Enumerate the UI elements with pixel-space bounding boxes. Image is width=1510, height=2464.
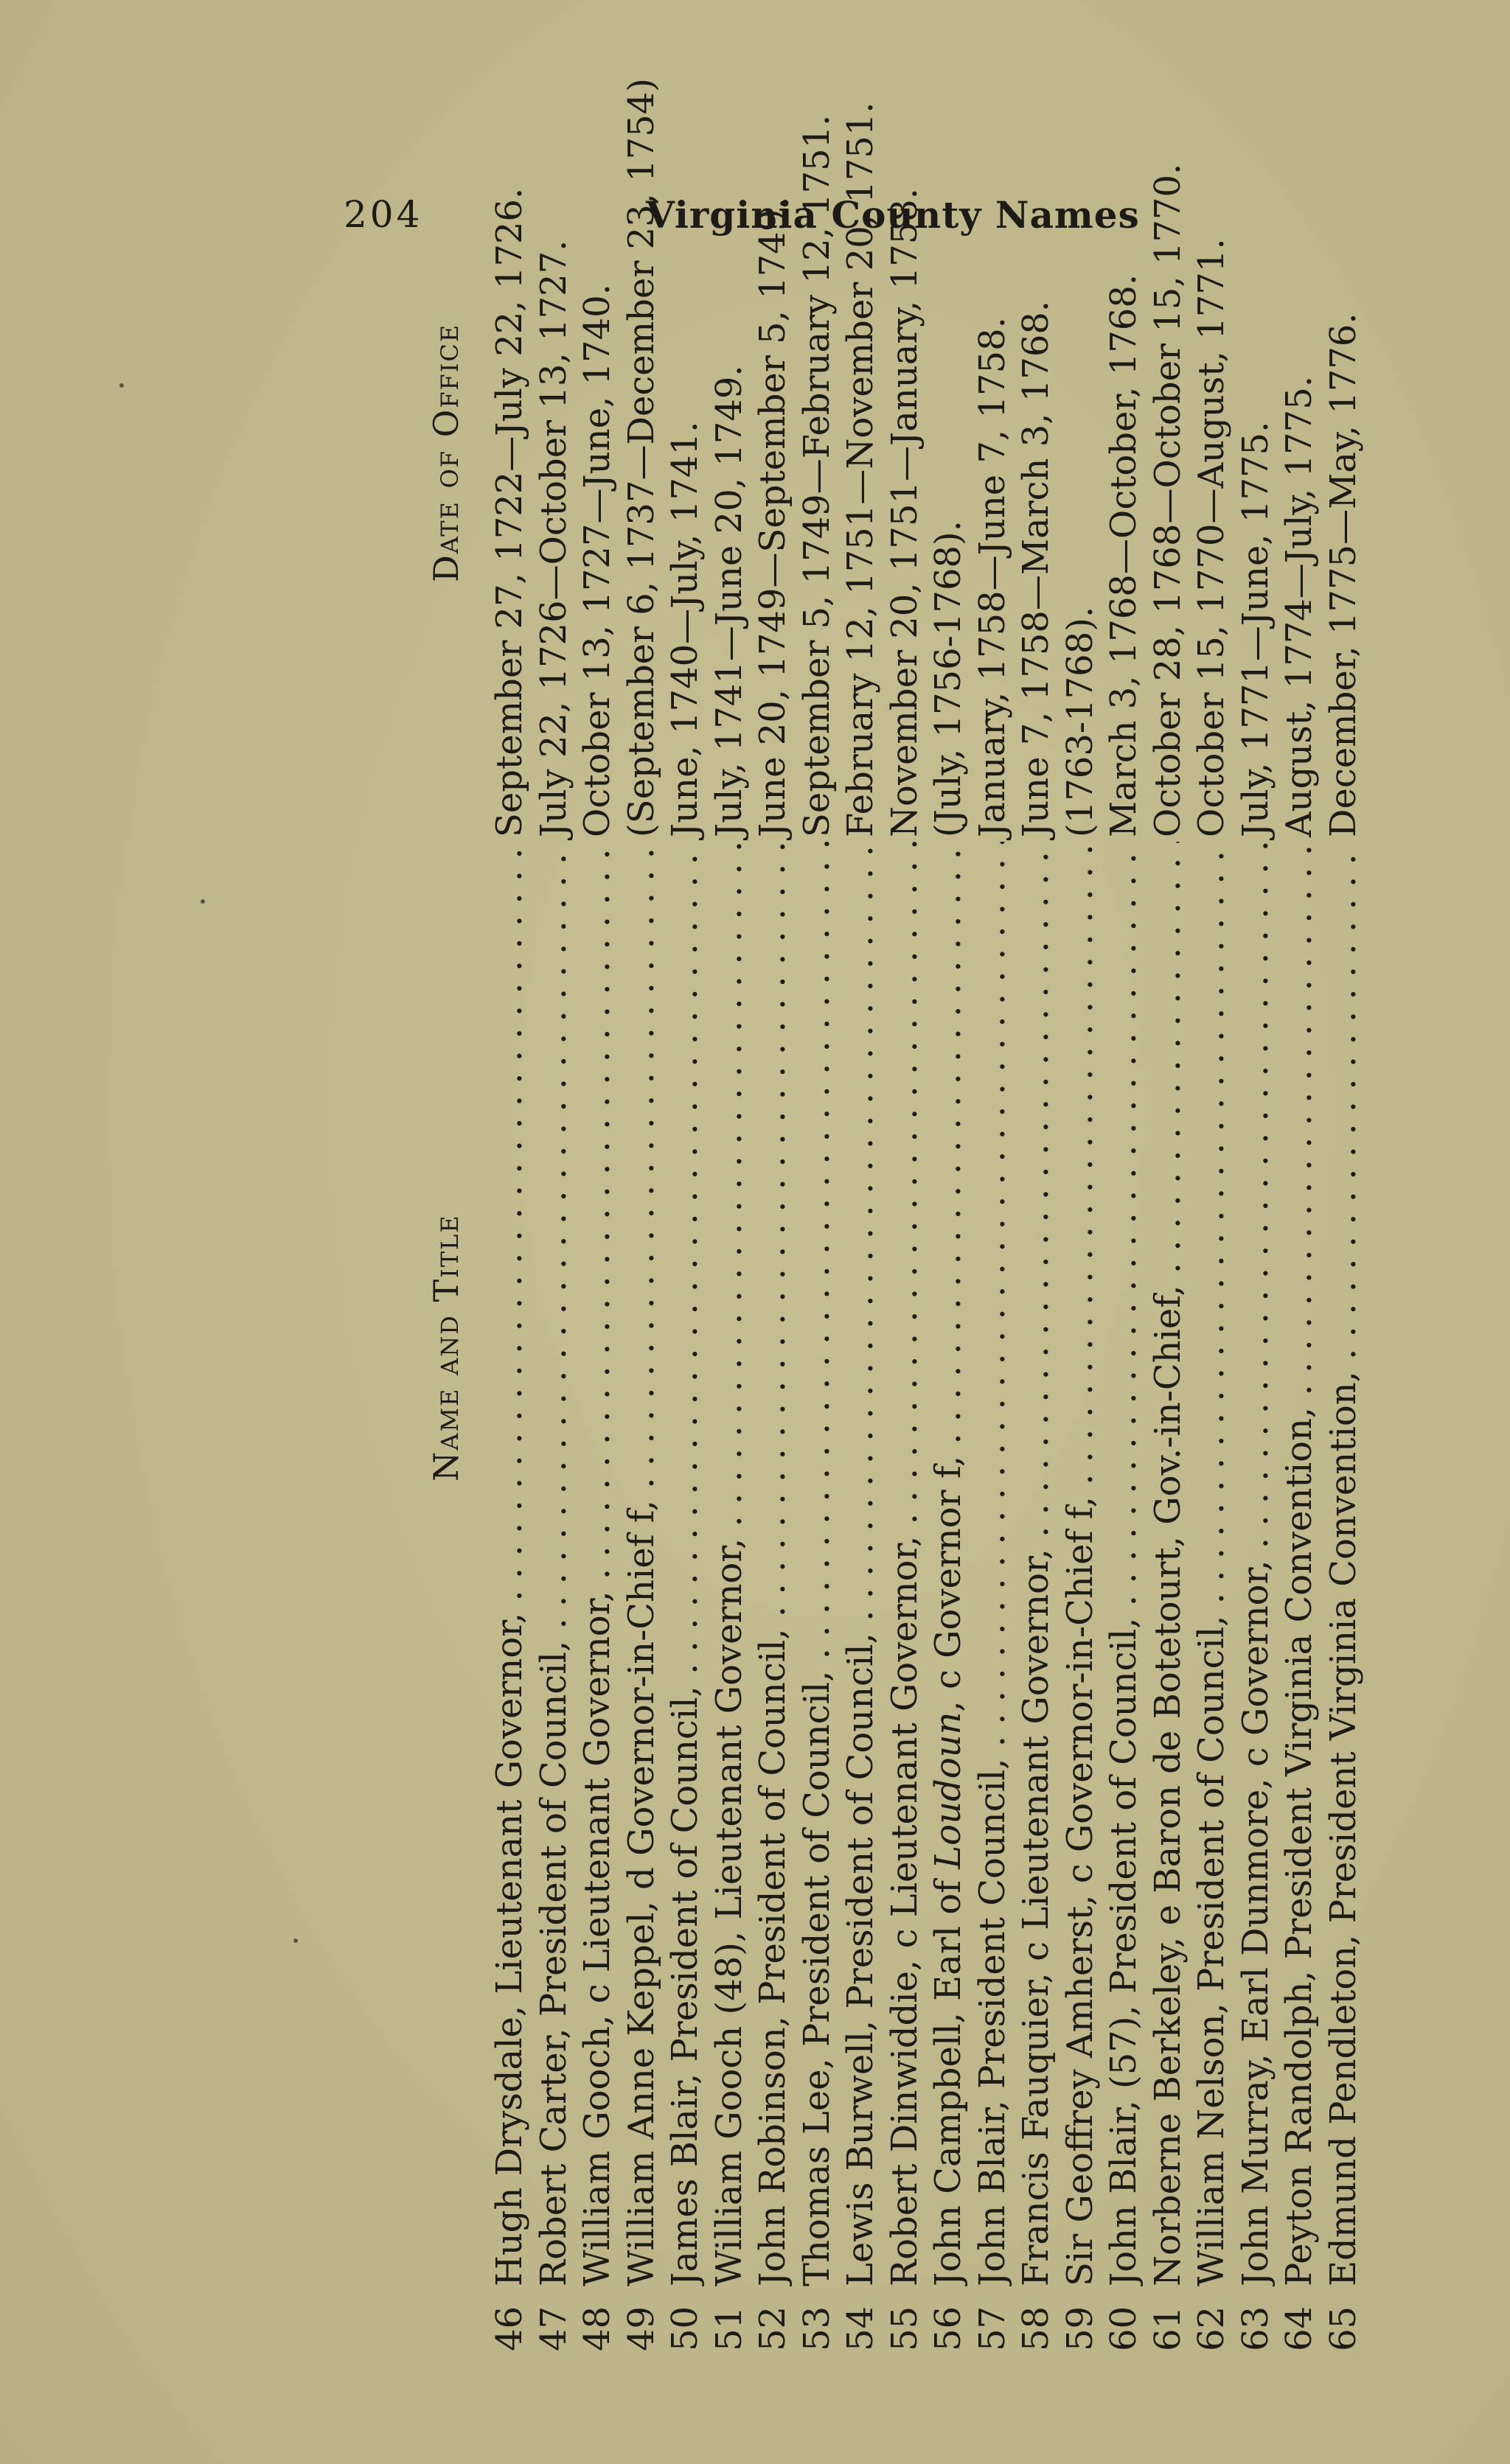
row-number: 55 [883,2306,925,2351]
row-number: 53 [796,2306,838,2351]
row-number: 51 [708,2306,750,2351]
row-date: June 7, 1758—March 3, 1768. [1015,300,1057,837]
table-row [883,7,928,2351]
table-row [664,7,708,2351]
row-number: 62 [1191,2306,1232,2351]
row-number: 58 [1015,2306,1057,2351]
row-number: 60 [1103,2306,1144,2351]
row-name: John Robinson, President of Council, . . . [751,842,796,2286]
row-date: October 15, 1770—August, 1771. [1191,238,1232,837]
table-row [1190,7,1234,2351]
row-number: 46 [489,2306,530,2351]
table-row [1059,7,1103,2351]
row-number: 63 [1234,2306,1276,2351]
table-row [751,7,796,2351]
row-number: 54 [840,2306,881,2351]
table-row [1015,7,1059,2351]
table-row [971,7,1015,2351]
row-date: October 28, 1768—October 15, 1770. [1147,163,1189,837]
row-number: 64 [1278,2306,1320,2351]
row-name: Francis Fauquier, c Lieutenant Governor, . . . [1015,842,1059,2286]
row-number: 56 [928,2306,969,2351]
row-date: July 22, 1726—October 13, 1727. [532,240,574,837]
row-date: September 27, 1722—July 22, 1726. [489,187,530,837]
row-number: 57 [971,2306,1013,2351]
row-number: 65 [1322,2306,1364,2351]
row-name: James Blair, President of Council, . . . [664,842,708,2286]
row-date: July, 1771—June, 1775. [1234,421,1276,837]
paper-speck [119,383,124,388]
table-row [620,7,664,2351]
row-name: Sir Geoffrey Amherst, c Governor-in-Chief f, . . . [1059,842,1103,2286]
table-row [488,7,532,2351]
table-row [532,7,577,2351]
running-title: Virginia County Names [646,193,1140,237]
row-number: 61 [1147,2306,1189,2351]
row-number: 50 [664,2306,706,2351]
row-name: Hugh Drysdale, Lieutenant Governor, . . . [488,842,532,2286]
table-row [708,7,752,2351]
table-row [839,7,883,2351]
row-name: Robert Dinwiddie, c Lieutenant Governor, . . . [883,842,928,2286]
paper-speck [201,899,205,904]
row-date: (1763-1768). [1059,606,1101,837]
table-row [1102,7,1147,2351]
governors-table [404,7,1364,2351]
row-date: (July, 1756-1768). [928,520,969,837]
row-name: William Anne Keppel, d Governor-in-Chief f, . . . [620,842,664,2286]
table-rows [488,7,1365,2351]
table-row [1147,7,1191,2351]
row-number: 48 [577,2306,618,2351]
row-name: Robert Carter, President of Council, . . . [532,842,577,2286]
paper-speck [293,1938,298,1943]
row-name: Peyton Randolph, President Virginia Convention, . . . [1278,842,1322,2286]
row-name: Thomas Lee, President of Council, . . . [796,842,840,2286]
row-date: January, 1758—June 7, 1758. [971,317,1013,837]
row-date: December, 1775—May, 1776. [1322,313,1364,837]
table-row [1322,7,1366,2351]
row-name: Edmund Pendleton, President Virginia Convention, . . . [1322,842,1366,2286]
row-name: William Gooch, c Lieutenant Governor, . . . [576,842,620,2286]
row-name: Norberne Berkeley, e Baron de Botetourt, Gov.-in-Chief, . . . [1147,842,1191,2286]
row-number: 47 [532,2306,574,2351]
row-name: John Blair, President Council, . . . [971,842,1015,2286]
row-number: 49 [620,2306,662,2351]
row-name-italic-part: Loudoun [928,1711,969,1869]
row-name: William Nelson, President of Council, . . . [1190,842,1234,2286]
row-number: 52 [752,2306,793,2351]
table-row [1234,7,1278,2351]
row-date: (September 6, 1737—December 23, 1754) [620,77,662,837]
column-header-date-of-office: Date of Office [426,323,466,582]
row-number: 59 [1059,2306,1101,2351]
column-headers [404,7,478,2351]
row-name: John Blair, (57), President of Council, . . . [1102,842,1147,2286]
table-row [927,7,971,2351]
row-name [927,842,971,2286]
table-row [796,7,840,2351]
row-name: William Gooch (48), Lieutenant Governor, . . . [708,842,752,2286]
row-date: August, 1774—July, 1775. [1278,376,1320,837]
table-row [576,7,620,2351]
column-header-name-and-title: Name and Title [426,1214,466,1481]
row-date: June 20, 1749—September 5, 1749. [752,198,793,837]
row-name: John Murray, Earl Dunmore, c Governor, . . . [1234,842,1278,2286]
table-row [1278,7,1322,2351]
row-date: March 3, 1768—October, 1768. [1103,273,1144,837]
row-name: Lewis Burwell, President of Council, . . . [839,842,883,2286]
row-date: July, 1741—June 20, 1749. [708,365,750,837]
row-name-part: John Campbell, Earl of [928,1868,969,2286]
row-name-part: , c Governor f, [928,1455,969,1712]
row-date: November 20, 1751—January, 1758. [883,188,925,837]
row-date: September 5, 1749—February 12, 1751. [796,114,838,837]
row-date: October 13, 1727—June, 1740. [577,284,618,837]
row-date: February 12, 1751—November 20, 1751. [840,102,881,837]
row-date: June, 1740—July, 1741. [664,421,706,837]
page-number: 204 [344,193,423,236]
